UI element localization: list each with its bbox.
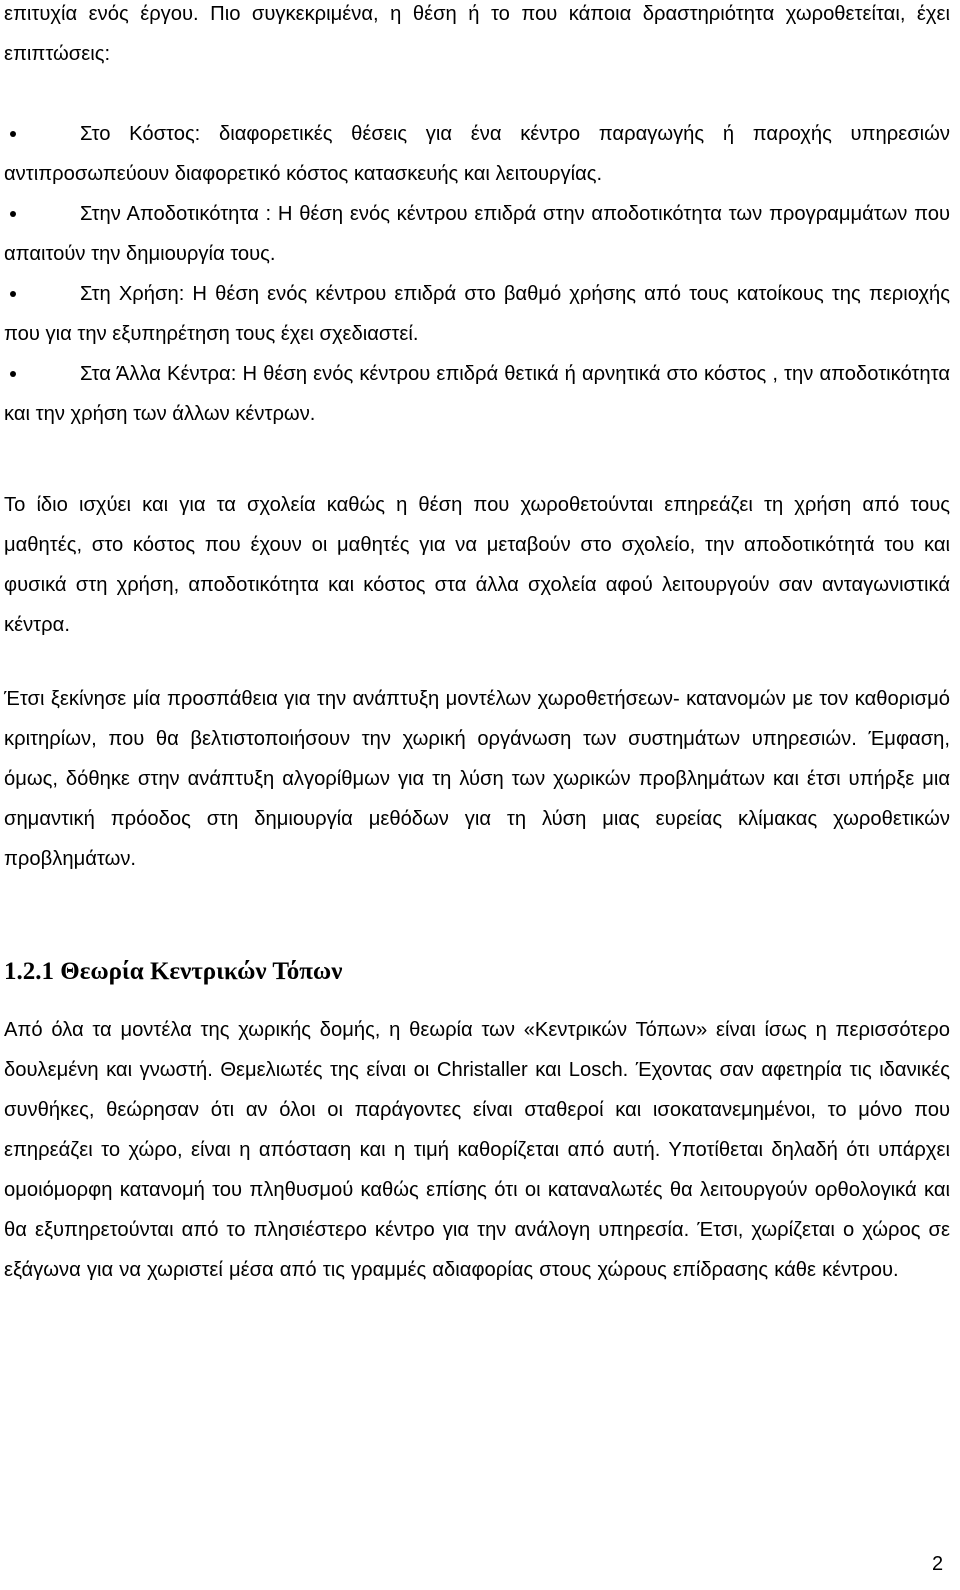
bullet-text: Στην Αποδοτικότητα : Η θέση ενός κέντρου επιδρά στην αποδοτικότητα των προγραμμάτων που απαιτούν την δημιουργία τους.	[4, 203, 950, 265]
intro-paragraph: επιτυχία ενός έργου. Πιο συγκεκριμένα, η θέση ή το που κάποια δραστηριότητα χωροθετείται, έχει επιπτώσεις:	[4, 3, 950, 65]
document-page	[4, 0, 950, 1590]
page-number: 2	[932, 1553, 944, 1575]
schools-paragraph: Το ίδιο ισχύει και για τα σχολεία καθώς η θέση που χωροθετούνται επηρεάζει τη χρήση από τους μαθητές, στο κόστος που έχουν οι μαθητές για να μεταβούν στο σχολείο, την αποδοτικότητά του και φυσικά στη χρήση, αποδοτικότητα και κόστος στα άλλα σχολεία αφού λειτουργούν σαν ανταγωνιστικά κέντρα.	[4, 494, 950, 636]
bullet-item-usage	[4, 274, 950, 354]
bullet-list	[4, 114, 950, 434]
models-paragraph: Έτσι ξεκίνησε μία προσπάθεια για την ανάπτυξη μοντέλων χωροθετήσεων- κατανομών με τον καθορισμό κριτηρίων, που θα βελτιστοποιήσουν την χωρική οργάνωση των συστημάτων υπηρεσιών. Έμφαση, όμως, δόθηκε στην ανάπτυξη αλγορίθμων για τη λύση των χωρικών προβλημάτων και έτσι υπήρξε μια σημαντική πρόοδος στη δημιουργία μεθόδων για τη λύση μιας ευρείας κλίμακας χωροθετικών προβλημάτων.	[4, 688, 950, 870]
bullet-item-efficiency	[4, 194, 950, 274]
central-places-paragraph: Από όλα τα μοντέλα της χωρικής δομής, η θεωρία των «Κεντρικών Τόπων» είναι ίσως η περισσότερο δουλεμένη και γνωστή. Θεμελιωτές της είναι οι Christaller και Losch. Έχοντας σαν αφετηρία τις ιδανικές συνθήκες, θεώρησαν ότι αν όλοι οι παράγοντες είναι σταθεροί και ισοκατανεμημένοι, το μόνο που επηρεάζει το χώρο, είναι η απόσταση και η τιμή καθορίζεται από αυτή. Υποτίθεται δηλαδή ότι υπάρχει ομοιόμορφη κατανομή του πληθυσμού καθώς επίσης ότι οι καταναλωτές θα λειτουργούν ορθολογικά και θα εξυπηρετούνται από το πλησιέστερο κέντρο για την ανάλογη υπηρεσία. Έτσι, χωρίζεται ο χώρος σε εξάγωνα για να χωριστεί μέσα από τις γραμμές αδιαφορίας στους χώρους επίδρασης κάθε κέντρου.	[4, 1019, 950, 1281]
bullet-item-cost	[4, 114, 950, 194]
bullet-text: Στα Άλλα Κέντρα: Η θέση ενός κέντρου επιδρά θετικά ή αρνητικά στο κόστος , την αποδοτικότητα και την χρήση των άλλων κέντρων.	[4, 363, 950, 425]
section-heading: 1.2.1 Θεωρία Κεντρικών Τόπων	[4, 958, 343, 985]
bullet-icon	[10, 371, 16, 377]
bullet-icon	[10, 211, 16, 217]
bullet-icon	[10, 131, 16, 137]
bullet-text: Στη Χρήση: Η θέση ενός κέντρου επιδρά στο βαθμό χρήσης από τους κατοίκους της περιοχής που για την εξυπηρέτηση τους έχει σχεδιαστεί.	[4, 283, 950, 345]
bullet-item-other-centers	[4, 354, 950, 434]
bullet-icon	[10, 291, 16, 297]
bullet-text: Στο Κόστος: διαφορετικές θέσεις για ένα κέντρο παραγωγής ή παροχής υπηρεσιών αντιπροσωπεύουν διαφορετικό κόστος κατασκευής και λειτουργίας.	[4, 123, 950, 185]
